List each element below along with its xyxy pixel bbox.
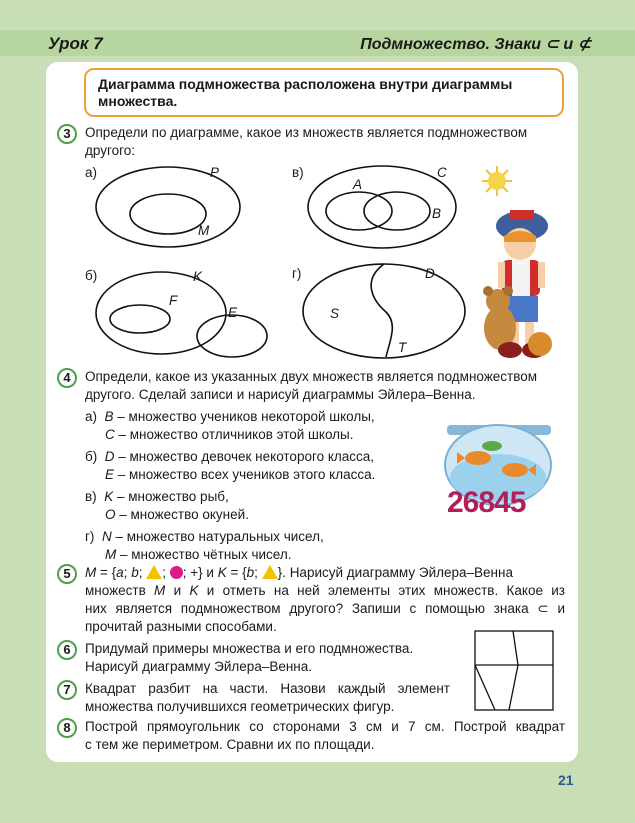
task-4-item-g-2: M – множество чётных чисел.	[105, 547, 292, 562]
boy-with-teddy-illustration	[483, 210, 552, 358]
task-5-line-3: них является подмножеством другого? Запиши с помощью знака ⊂ и	[85, 601, 565, 616]
diagram-g-curve	[371, 264, 392, 357]
task-4-text-1: Определи, какое из указанных двух множеств является подмножеством	[85, 369, 538, 384]
task-4-item-a-2: C – множество отличников этой школы.	[105, 427, 354, 442]
diagram-b-label: б)	[85, 268, 98, 283]
task-4-item-v: в) K – множество рыб,	[85, 489, 229, 504]
diagram-a-inner-label: M	[198, 223, 210, 238]
diagram-g-right-label: T	[398, 340, 407, 355]
task-5-line-2: множеств M и K и отметь на ней элементы этих множеств. Какое из	[85, 583, 565, 598]
task-8-text-1: Построй прямоугольник со сторонами 3 см и 7 см. Построй квадрат	[85, 719, 565, 734]
task-6-number: 6	[57, 640, 77, 660]
diagram-v-right	[364, 192, 430, 230]
task-3-text-1: Определи по диаграмме, какое из множеств является подмножеством	[85, 125, 528, 140]
task-4-text-2: другого. Сделай записи и нарисуй диаграммы Эйлера–Венна.	[85, 387, 476, 402]
task-4-item-v-2: O – множество окуней.	[105, 507, 249, 522]
diagram-b-inner	[110, 305, 170, 333]
task-4-number: 4	[57, 368, 77, 388]
diagram-b-outer	[96, 272, 226, 354]
diagram-b-separate	[197, 315, 267, 357]
rule-box: Диаграмма подмножества расположена внутри диаграммы множества.	[84, 68, 564, 117]
yellow-triangle-icon	[262, 565, 278, 579]
sun-icon	[482, 166, 512, 196]
diagram-b-other-label: E	[228, 305, 238, 320]
lesson-number: Урок 7	[48, 34, 103, 53]
diagram-a-label: а)	[85, 165, 98, 180]
lesson-topic: Подмножество. Знаки ⊂ и ⊄	[360, 36, 591, 53]
numbers-art: 26845	[447, 486, 526, 519]
task-4-item-g: г) N – множество натуральных чисел,	[85, 529, 324, 544]
magenta-circle-icon	[170, 566, 183, 579]
task-4-item-a: а) B – множество учеников некоторой школы,	[85, 409, 375, 424]
task-5-line-1: M = {a; b; ; ; +} и K = {b; }. Нарисуй диаграмму Эйлера–Венна	[85, 565, 513, 580]
diagram-g-outer-label: D	[425, 266, 435, 281]
task-7-text-2: множества получившихся геометрических фигур.	[85, 699, 395, 714]
task-7-text-1: Квадрат разбит на части. Назови каждый элемент	[85, 681, 450, 696]
task-3-number: 3	[57, 124, 77, 144]
diagram-g-label: г)	[292, 266, 302, 281]
diagram-v-left-label: A	[353, 177, 363, 192]
task-7-number: 7	[57, 680, 77, 700]
page-number: 21	[558, 772, 574, 788]
task-5-line-4: прочитай разными способами.	[85, 619, 277, 634]
task-6-text-1: Придумай примеры множества и его подмножества.	[85, 641, 414, 656]
task-4-item-b: б) D – множество девочек некоторого класса,	[85, 449, 375, 464]
diagram-a-outer-label: P	[210, 165, 220, 180]
diagram-v-left	[326, 192, 392, 230]
cut-square	[475, 631, 553, 710]
diagram-v-label: в)	[292, 165, 304, 180]
diagram-b-inner-label: F	[169, 293, 178, 308]
task-8-text-2: с тем же периметром. Сравни их по площади.	[85, 737, 375, 752]
task-4-item-b-2: E – множество всех учеников этого класса.	[105, 467, 376, 482]
diagram-b-outer-label: K	[193, 269, 203, 284]
task-5-number: 5	[57, 564, 77, 584]
diagram-g-left-label: S	[330, 306, 340, 321]
yellow-triangle-icon	[146, 565, 162, 579]
task-8-number: 8	[57, 718, 77, 738]
diagram-v-outer-label: C	[437, 165, 447, 180]
task-6-text-2: Нарисуй диаграмму Эйлера–Венна.	[85, 659, 313, 674]
diagram-v-right-label: B	[432, 206, 442, 221]
task-3-text-2: другого:	[85, 143, 136, 158]
diagram-a-inner	[130, 194, 206, 234]
